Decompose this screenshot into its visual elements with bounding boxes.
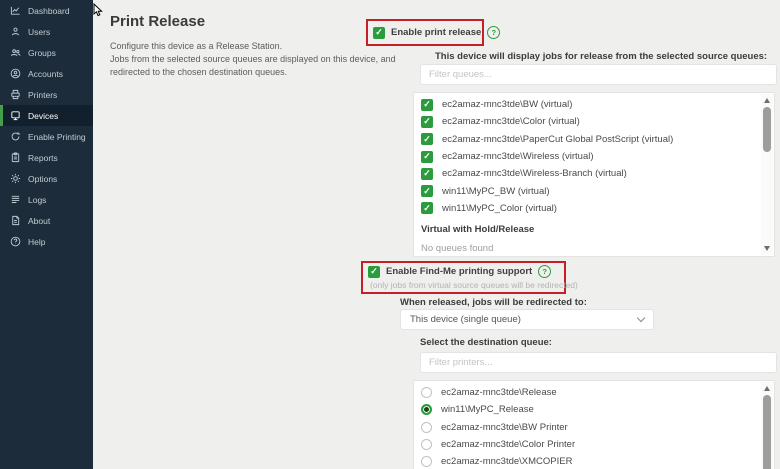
main-content (93, 0, 780, 469)
sidebar-item-label: Printers (28, 89, 58, 100)
checkbox-checked-icon[interactable] (421, 151, 433, 163)
find-me-checkbox[interactable] (368, 266, 380, 278)
sidebar-item-label: Logs (28, 194, 47, 205)
no-queues-text: No queues found (421, 243, 494, 255)
scrollbar[interactable] (761, 382, 773, 469)
printers-icon (10, 89, 21, 100)
queue-row[interactable] (414, 96, 774, 113)
printer-row[interactable] (414, 401, 774, 418)
queue-label: ec2amaz-mnc3tde\Wireless (virtual) (442, 151, 594, 163)
sidebar-item-label: Users (28, 26, 51, 37)
printer-row[interactable] (414, 436, 774, 453)
queue-label: ec2amaz-mnc3tde\PaperCut Global PostScript (virtual) (442, 133, 674, 145)
source-queues-list (413, 92, 775, 257)
checkbox-checked-icon[interactable] (421, 116, 433, 128)
destination-queues-list (413, 380, 775, 469)
about-icon (10, 215, 21, 226)
queue-row[interactable] (414, 200, 774, 217)
checkbox-checked-icon[interactable] (421, 99, 433, 111)
queue-row[interactable] (414, 113, 774, 130)
groups-icon (10, 47, 21, 58)
enable-print-release-checkbox[interactable] (373, 27, 385, 39)
sidebar-item-label: Reports (28, 152, 58, 163)
reports-icon (10, 152, 21, 163)
destination-queue-rows (414, 381, 774, 469)
page-title: Print Release (110, 13, 206, 30)
sidebar-item[interactable] (0, 168, 93, 189)
queue-label: win11\MyPC_BW (virtual) (442, 185, 550, 197)
chevron-down-icon (637, 314, 645, 322)
find-me-label: Enable Find-Me printing support (386, 266, 533, 277)
checkbox-checked-icon[interactable] (421, 185, 433, 197)
checkbox-checked-icon[interactable] (421, 202, 433, 214)
sidebar-item-label: Devices (28, 110, 59, 121)
find-me-note: (only jobs from virtual source queues will be redirected) (370, 280, 578, 290)
filter-printers-input[interactable] (420, 352, 777, 373)
printer-row[interactable] (414, 384, 774, 401)
options-icon (10, 173, 21, 184)
printer-label: ec2amaz-mnc3tde\BW Printer (441, 421, 568, 433)
radio-icon[interactable] (421, 422, 432, 433)
description-line: Jobs from the selected source queues are displayed on this device, and (110, 54, 396, 64)
redirect-heading: When released, jobs will be redirected to: (400, 297, 587, 308)
find-me-row (368, 265, 551, 278)
radio-icon[interactable] (421, 387, 432, 398)
description-line: redirected to the chosen destination queues. (110, 67, 288, 77)
scrollbar-up-icon[interactable] (764, 386, 770, 391)
sidebar-item-label: Dashboard (28, 5, 70, 16)
queue-section-header: Virtual with Hold/Release (421, 224, 535, 236)
destination-heading: Select the destination queue: (420, 337, 552, 348)
scrollbar-up-icon[interactable] (764, 98, 770, 103)
sidebar-item-label: Enable Printing (28, 131, 86, 142)
sidebar-item[interactable] (0, 231, 93, 252)
sidebar-item[interactable] (0, 84, 93, 105)
source-queue-rows (414, 93, 774, 217)
queue-label: ec2amaz-mnc3tde\Wireless-Branch (virtual) (442, 168, 627, 180)
queue-row[interactable] (414, 182, 774, 199)
checkbox-checked-icon[interactable] (421, 133, 433, 145)
printer-row[interactable] (414, 419, 774, 436)
users-icon (10, 26, 21, 37)
redirect-destination-select[interactable] (400, 309, 654, 330)
redirect-selected-value: This device (single queue) (410, 314, 521, 325)
sidebar (0, 0, 93, 469)
filter-queues-input[interactable] (420, 64, 777, 85)
printer-label: ec2amaz-mnc3tde\Color Printer (441, 439, 576, 451)
source-queues-heading: This device will display jobs for release from the selected source queues: (435, 51, 768, 62)
dashboard-icon (10, 5, 21, 16)
sidebar-item[interactable] (0, 21, 93, 42)
scrollbar-down-icon[interactable] (764, 246, 770, 251)
sidebar-item[interactable] (0, 189, 93, 210)
page-description (110, 40, 396, 79)
radio-icon[interactable] (421, 456, 432, 467)
radio-icon[interactable] (421, 439, 432, 450)
sidebar-item[interactable] (0, 0, 93, 21)
sidebar-item[interactable] (0, 42, 93, 63)
help-icon (10, 236, 21, 247)
queue-row[interactable] (414, 131, 774, 148)
logs-icon (10, 194, 21, 205)
accounts-icon (10, 68, 21, 79)
info-icon[interactable] (487, 26, 500, 39)
sidebar-item[interactable] (0, 63, 93, 84)
scrollbar-thumb[interactable] (763, 107, 771, 152)
highlight-box-find-me (361, 261, 578, 294)
printer-label: ec2amaz-mnc3tde\Release (441, 387, 557, 399)
mouse-cursor (93, 3, 104, 17)
sidebar-item-label: Help (28, 236, 46, 247)
sidebar-item[interactable] (0, 105, 93, 126)
queue-row[interactable] (414, 165, 774, 182)
sidebar-item[interactable] (0, 147, 93, 168)
printer-label: win11\MyPC_Release (441, 404, 534, 416)
sidebar-item[interactable] (0, 210, 93, 231)
scrollbar-thumb[interactable] (763, 395, 771, 469)
devices-icon (10, 110, 21, 121)
info-icon[interactable] (538, 265, 551, 278)
checkbox-checked-icon[interactable] (421, 168, 433, 180)
scrollbar[interactable] (761, 94, 773, 255)
queue-row[interactable] (414, 148, 774, 165)
sidebar-item-label: Groups (28, 47, 56, 58)
sidebar-item-label: About (28, 215, 51, 226)
printer-row[interactable] (414, 453, 774, 469)
sidebar-item-label: Accounts (28, 68, 63, 79)
queue-label: ec2amaz-mnc3tde\BW (virtual) (442, 99, 573, 111)
sidebar-item[interactable] (0, 126, 93, 147)
enable-printing-icon (10, 131, 21, 142)
printer-label: ec2amaz-mnc3tde\XMCOPIER (441, 456, 573, 468)
sidebar-item-label: Options (28, 173, 58, 184)
radio-icon[interactable] (421, 404, 432, 415)
queue-label: ec2amaz-mnc3tde\Color (virtual) (442, 116, 580, 128)
queue-label: win11\MyPC_Color (virtual) (442, 202, 557, 214)
description-line: Configure this device as a Release Station. (110, 41, 283, 51)
highlight-box-enable-print-release (366, 19, 484, 46)
enable-print-release-label: Enable print release (391, 27, 482, 38)
